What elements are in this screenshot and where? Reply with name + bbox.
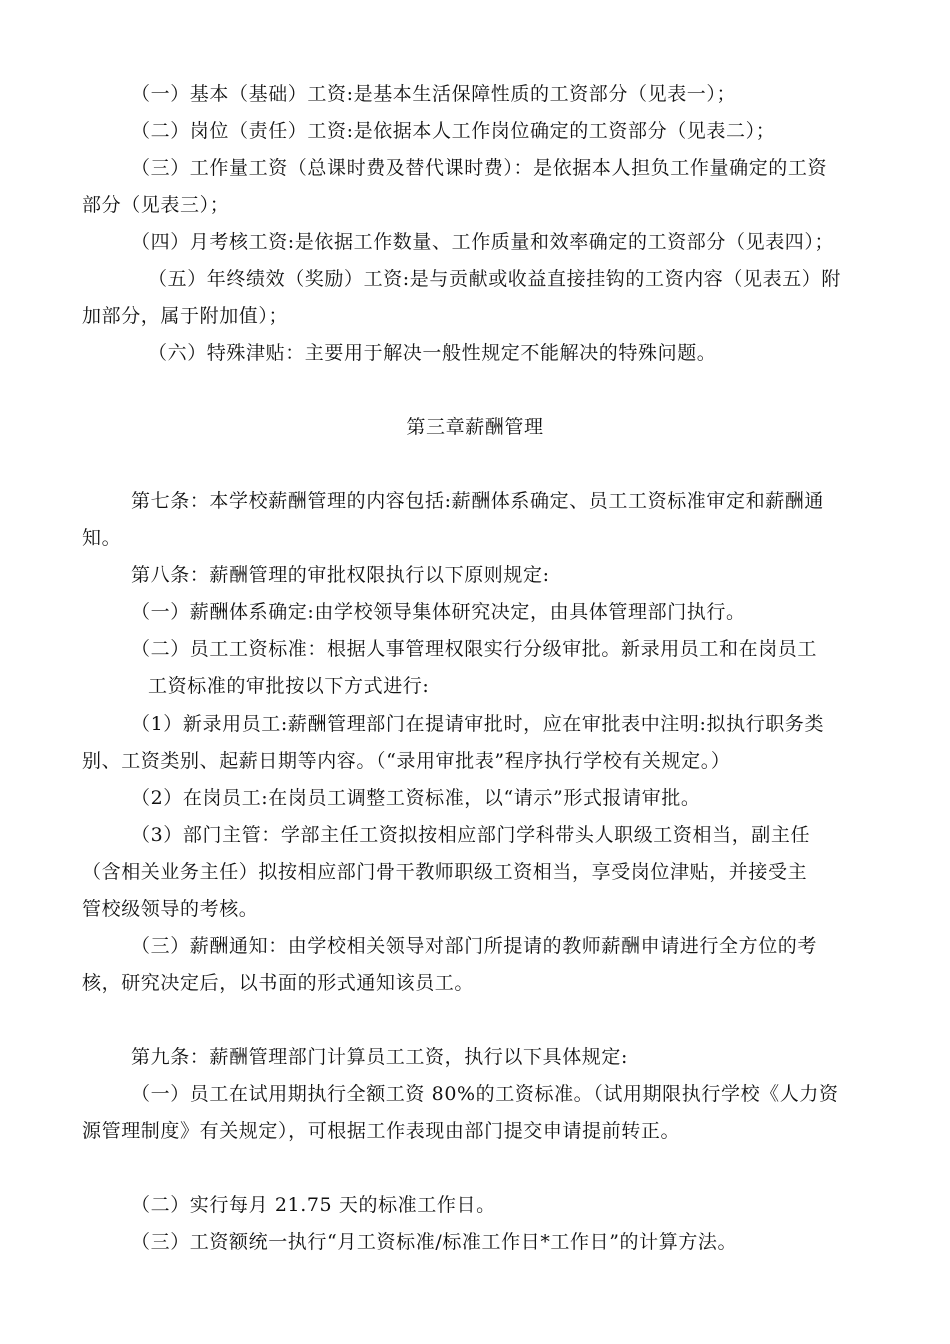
paragraph-basic-wage: （一）基本（基础）工资:是基本生活保障性质的工资部分（见表一）； [131, 83, 737, 105]
article-9-item-3: （三）工资额统一执行“月工资标准/标准工作日*工作日”的计算方法。 [131, 1231, 738, 1253]
paragraph-workload-wage: （三）工作量工资（总课时费及替代课时费）：是依据本人担负工作量确定的工资 [131, 157, 828, 179]
article-9-item-1-cont: 源管理制度》有关规定），可根据工作表现由部门提交申请提前转正。 [82, 1120, 681, 1142]
article-7-cont: 知。 [82, 527, 122, 549]
paragraph-annual-bonus: （五）年终绩效（奖励）工资:是与贡献或收益直接挂钩的工资内容（见表五）附 [148, 268, 842, 290]
paragraph-special-allowance: （六）特殊津贴：主要用于解决一般性规定不能解决的特殊问题。 [148, 342, 717, 364]
chapter-title: 第三章薪酬管理 [406, 416, 544, 438]
article-8-item-3: （三）薪酬通知：由学校相关领导对部门所提请的教师薪酬申请进行全方位的考 [131, 935, 818, 957]
article-8-sub-1-cont: 别、工资类别、起薪日期等内容。（“录用审批表”程序执行学校有关规定。） [82, 750, 731, 772]
article-8-sub-1: （1）新录用员工:薪酬管理部门在提请审批时，应在审批表中注明:拟执行职务类 [131, 713, 825, 735]
article-8-item-1: （一）薪酬体系确定:由学校领导集体研究决定，由具体管理部门执行。 [131, 601, 746, 623]
paragraph-monthly-wage: （四）月考核工资:是依据工作数量、工作质量和效率确定的工资部分（见表四）； [131, 231, 835, 253]
article-9: 第九条：薪酬管理部门计算员工工资，执行以下具体规定: [131, 1046, 629, 1068]
article-8: 第八条：薪酬管理的审批权限执行以下原则规定: [131, 564, 550, 586]
article-8-sub-3-cont2: 管校级领导的考核。 [82, 898, 259, 920]
paragraph-post-wage: （二）岗位（责任）工资:是依据本人工作岗位确定的工资部分（见表二）； [131, 120, 776, 142]
article-9-item-1: （一）员工在试用期执行全额工资 80%的工资标准。（试用期限执行学校《人力资 [131, 1083, 839, 1105]
article-8-sub-2: （2）在岗员工:在岗员工调整工资标准，以“请示”形式报请审批。 [131, 787, 701, 809]
article-8-item-2: （二）员工工资标准：根据人事管理权限实行分级审批。新录用员工和在岗员工 [131, 638, 818, 660]
paragraph-workload-wage-cont: 部分（见表三）； [82, 194, 230, 216]
article-8-sub-3-cont1: （含相关业务主任）拟按相应部门骨干教师职级工资相当，享受岗位津贴，并接受主 [82, 861, 808, 883]
article-8-item-2-cont: 工资标准的审批按以下方式进行: [148, 675, 430, 697]
article-7: 第七条：本学校薪酬管理的内容包括:薪酬体系确定、员工工资标准审定和薪酬通 [131, 490, 825, 512]
article-8-item-3-cont: 核，研究决定后，以书面的形式通知该员工。 [82, 972, 475, 994]
article-9-item-2: （二）实行每月 21.75 天的标准工作日。 [131, 1194, 496, 1216]
article-8-sub-3: （3）部门主管：学部主任工资拟按相应部门学科带头人职级工资相当，副主任 [131, 824, 811, 846]
paragraph-annual-bonus-cont: 加部分，属于附加值）； [82, 305, 289, 327]
